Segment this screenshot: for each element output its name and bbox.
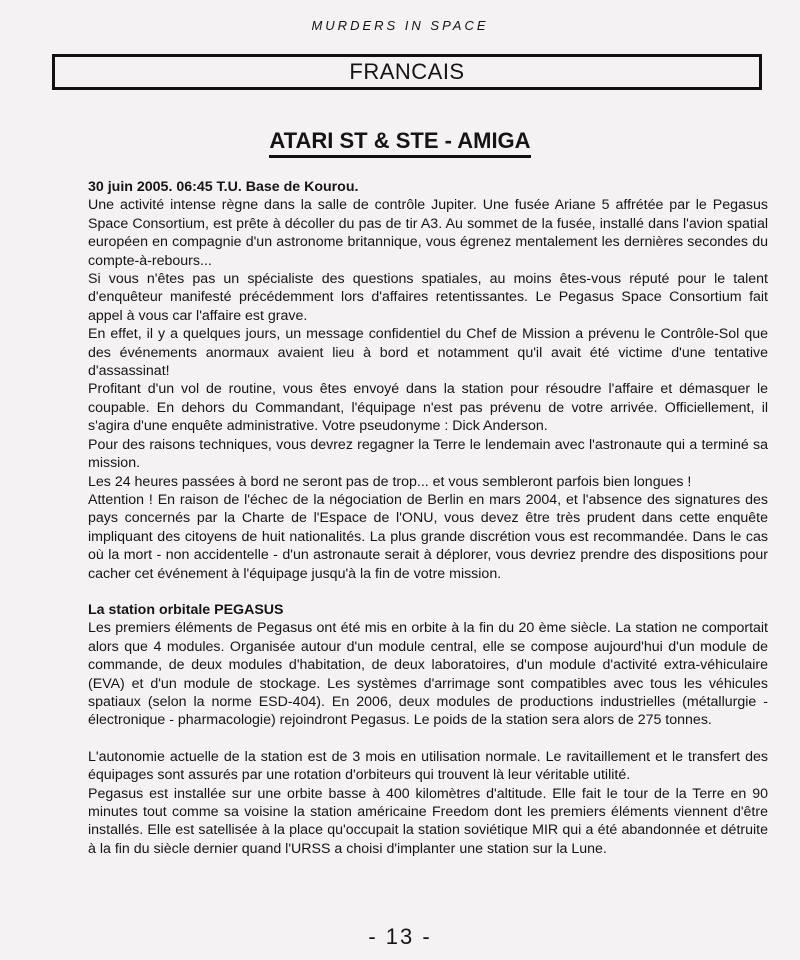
running-header: MURDERS IN SPACE — [311, 18, 489, 33]
station-heading: La station orbitale PEGASUS — [88, 601, 284, 618]
platforms-heading: ATARI ST & STE - AMIGA — [269, 128, 530, 158]
page-number: - 13 - — [368, 924, 432, 949]
paragraph: En effet, il y a quelques jours, un message confidentiel du Chef de Mission a prévenu le Contrôle-Sol que des événements anormaux avaient lieu à bord et notamment qu'il avait été victime d'une tentative d'assassinat! — [88, 326, 768, 380]
paragraph: Pegasus est installée sur une orbite basse à 400 kilomètres d'altitude. Elle fait le tour de la Terre en 90 minutes tout comme sa voisine la station américaine Freedom dont les premiers éléments viennent d'être installés. Elle est satellisée à la place qu'occupait la station soviétique MIR qui a été abandonnée et détruite à la fin du siècle dernier quand l'URSS a choisi d'implanter une station sur la Lune. — [88, 785, 768, 857]
paragraph: Une activité intense règne dans la salle de contrôle Jupiter. Une fusée Ariane 5 affrétée par le Pegasus Space Consortium, est prête à décoller du pas de tir A3. Au sommet de la fusée, installé dans l'avion spatial européen en compagnie d'un astronome britannique, vous égrenez mentalement les dernières secondes du compte-à-rebours... — [88, 197, 768, 269]
intro-heading: 30 juin 2005. 06:45 T.U. Base de Kourou. — [88, 179, 359, 195]
paragraph: Si vous n'êtes pas un spécialiste des questions spatiales, au moins êtes-vous réputé pour le talent d'enquêteur manifesté précédemment lors d'affaires retentissantes. Le Pegasus Space Consortium fait appel à vous car l'affaire est grave. — [88, 271, 768, 324]
paragraph: Les premiers éléments de Pegasus ont été mis en orbite à la fin du 20 ème siècle. La station ne comportait alors que 4 modules. Organisée autour d'un module central, elle se compose aujourd'hui d'un module de commande, de deux modules d'habitation, de deux laboratoires, d'un module d'activité extra-véhiculaire (EVA) et d'un module de stockage. Les systèmes d'arrimage sont compatibles avec tous les véhicules spatiaux (selon la norme ESD-404). En 2006, deux modules de productions industrielles (métallurgie - électronique - pharmacologie) rejoindront Pegasus. Le poids de la station sera alors de 275 tonnes. — [88, 620, 768, 729]
paragraph: Profitant d'un vol de routine, vous êtes envoyé dans la station pour résoudre l'affaire et démasquer le coupable. En dehors du Commandant, l'équipage n'est pas prévenu de votre arrivée. Officiellement, il s'agira d'une enquête administrative. Votre pseudonyme : Dick Anderson. — [88, 381, 768, 435]
paragraph: Les 24 heures passées à bord ne seront pas de trop... et vous sembleront parfois bien longues ! — [88, 473, 692, 490]
body-text — [88, 178, 768, 858]
language-banner — [52, 54, 762, 90]
paragraph: Pour des raisons techniques, vous devrez regagner la Terre le lendemain avec l'astronaute qui a terminé sa mission. — [88, 436, 768, 472]
paragraph: Attention ! En raison de l'échec de la négociation de Berlin en mars 2004, et l'absence des signatures des pays concernés par la Charte de l'Espace de l'ONU, vous devez être très prudent dans cette enquête impliquant des citoyens de huit nationalités. La plus grande discrétion vous est recommandée. Dans le cas où la mort - non accidentelle - d'un astronaute serait à déplorer, vous devriez prendre des dispositions pour cacher cet événement à l'équipage jusqu'à la fin de votre mission. — [88, 491, 768, 582]
language-title: FRANCAIS — [349, 59, 465, 84]
platforms-heading-wrap — [0, 128, 800, 158]
paragraph: L'autonomie actuelle de la station est de 3 mois en utilisation normale. Le ravitaillement et le transfert des équipages sont assurés par une rotation d'orbiteurs qui trouvent là leur véritable utilité. — [88, 748, 768, 784]
